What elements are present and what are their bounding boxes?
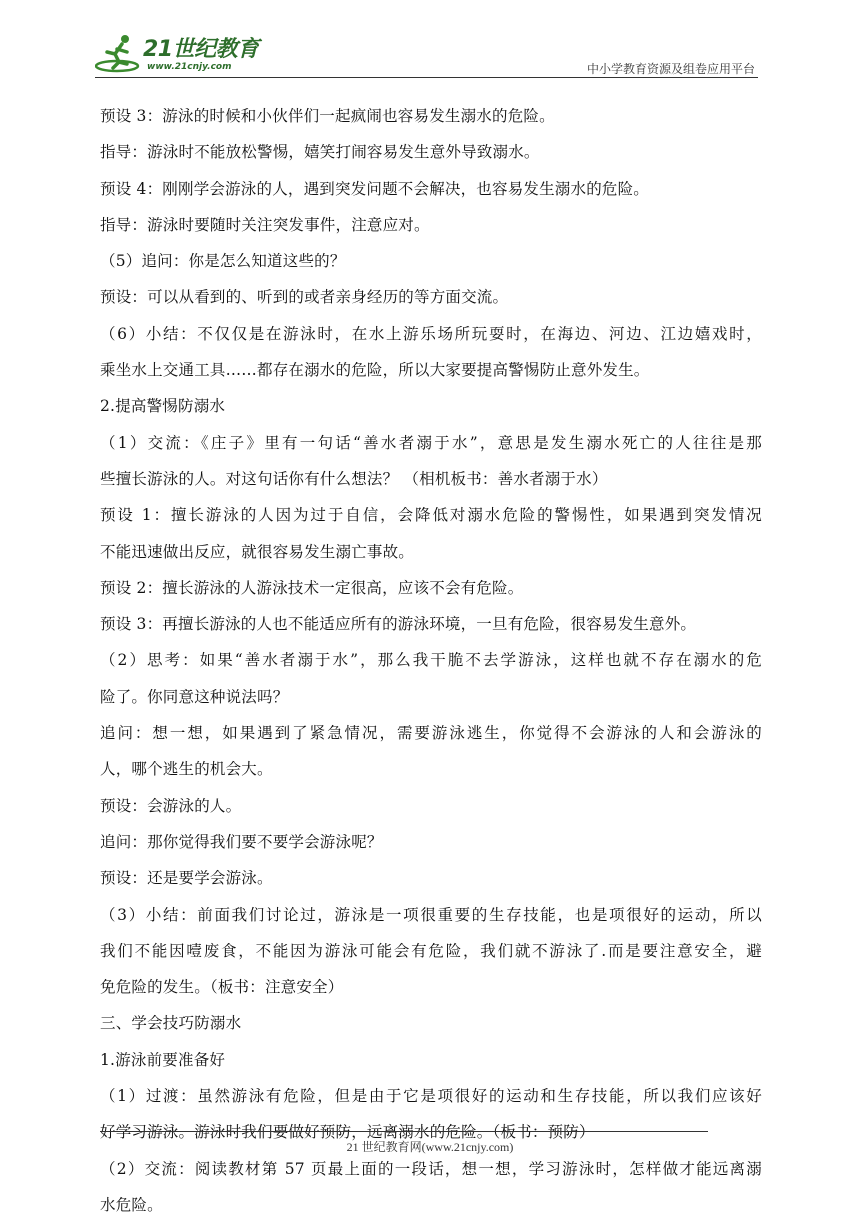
text-line: 预设 4：刚刚学会游泳的人，遇到突发问题不会解决，也容易发生溺水的危险。 — [100, 179, 649, 198]
text-line: 追问：想一想，如果遇到了紧急情况，需要游泳逃生，你觉得不会游泳的人和会游泳的 — [100, 724, 762, 743]
text-line: 些擅长游泳的人。对这句话你有什么想法？ （相机板书：善水者溺于水） — [100, 469, 608, 488]
text-line: 指导：游泳时不能放松警惕，嬉笑打闹容易发生意外导致溺水。 — [100, 143, 540, 162]
section-heading: 三、学会技巧防溺水 — [100, 1014, 242, 1033]
text-line: 险了。你同意这种说法吗？ — [100, 687, 289, 706]
text-line: 预设：会游泳的人。 — [100, 796, 242, 815]
text-line: 预设 1：擅长游泳的人因为过于自信，会降低对溺水危险的警惕性，如果遇到突发情况 — [100, 506, 762, 525]
text-line: 预设 2：擅长游泳的人游泳技术一定很高，应该不会有危险。 — [100, 578, 524, 597]
text-line: （5）追问：你是怎么知道这些的？ — [100, 252, 346, 271]
text-line: 预设 3：游泳的时候和小伙伴们一起疯闹也容易发生溺水的危险。 — [100, 107, 555, 125]
text-line: 好学习游泳。游泳时我们要做好预防，远离溺水的危险。（板书：预防） — [100, 1123, 595, 1142]
document-body — [100, 98, 762, 1223]
text-line: 指导：游泳时要随时关注突发事件，注意应对。 — [100, 215, 430, 234]
page-footer: 21 世纪教育网(www.21cnjy.com) — [346, 1140, 514, 1154]
text-line: 人，哪个逃生的机会大。 — [100, 760, 273, 779]
page-header — [95, 30, 755, 78]
text-line: 预设：还是要学会游泳。 — [100, 869, 273, 888]
text-line: 水危险。 — [100, 1195, 163, 1214]
logo-url: www.21cnjy.com — [147, 62, 232, 72]
runner-logo-icon — [95, 32, 141, 74]
text-line: 追问：那你觉得我们要不要学会游泳呢？ — [100, 832, 383, 851]
text-line: 乘坐水上交通工具……都存在溺水的危险，所以大家要提高警惕防止意外发生。 — [100, 361, 650, 380]
text-line: 我们不能因噎废食，不能因为游泳可能会有危险，我们就不游泳了.而是要注意安全，避 — [100, 941, 762, 960]
section-heading: 1.游泳前要准备好 — [100, 1050, 226, 1069]
text-line: （2）思考：如果“善水者溺于水”，那么我干脆不去学游泳，这样也就不存在溺水的危 — [100, 651, 762, 670]
text-line: （2）交流：阅读教材第 57 页最上面的一段话，想一想，学习游泳时，怎样做才能远离溺 — [100, 1159, 762, 1178]
site-logo — [95, 30, 265, 76]
logo-title: 21世纪教育 — [143, 37, 259, 62]
text-line: （1）过渡：虽然游泳有危险，但是由于它是项很好的运动和生存技能，所以我们应该好 — [100, 1087, 762, 1106]
text-line: （3）小结：前面我们讨论过，游泳是一项很重要的生存技能，也是项很好的运动，所以 — [100, 905, 762, 924]
header-divider — [95, 77, 758, 78]
text-line: （6）小结：不仅仅是在游泳时，在水上游乐场所玩耍时，在海边、河边、江边嬉戏时， — [100, 324, 762, 343]
text-line: （1）交流：《庄子》里有一句话“善水者溺于水”，意思是发生溺水死亡的人往往是那 — [100, 433, 762, 452]
section-heading: 2.提高警惕防溺水 — [100, 397, 226, 416]
text-line: 预设 3：再擅长游泳的人也不能适应所有的游泳环境，一旦有危险，很容易发生意外。 — [100, 615, 697, 634]
text-line: 不能迅速做出反应，就很容易发生溺亡事故。 — [100, 542, 415, 561]
text-line: 免危险的发生。（板书：注意安全） — [100, 978, 344, 997]
text-line: 预设：可以从看到的、听到的或者亲身经历的等方面交流。 — [100, 288, 509, 307]
footer-divider — [100, 1131, 708, 1132]
platform-name: 中小学教育资源及组卷应用平台 — [586, 62, 755, 76]
